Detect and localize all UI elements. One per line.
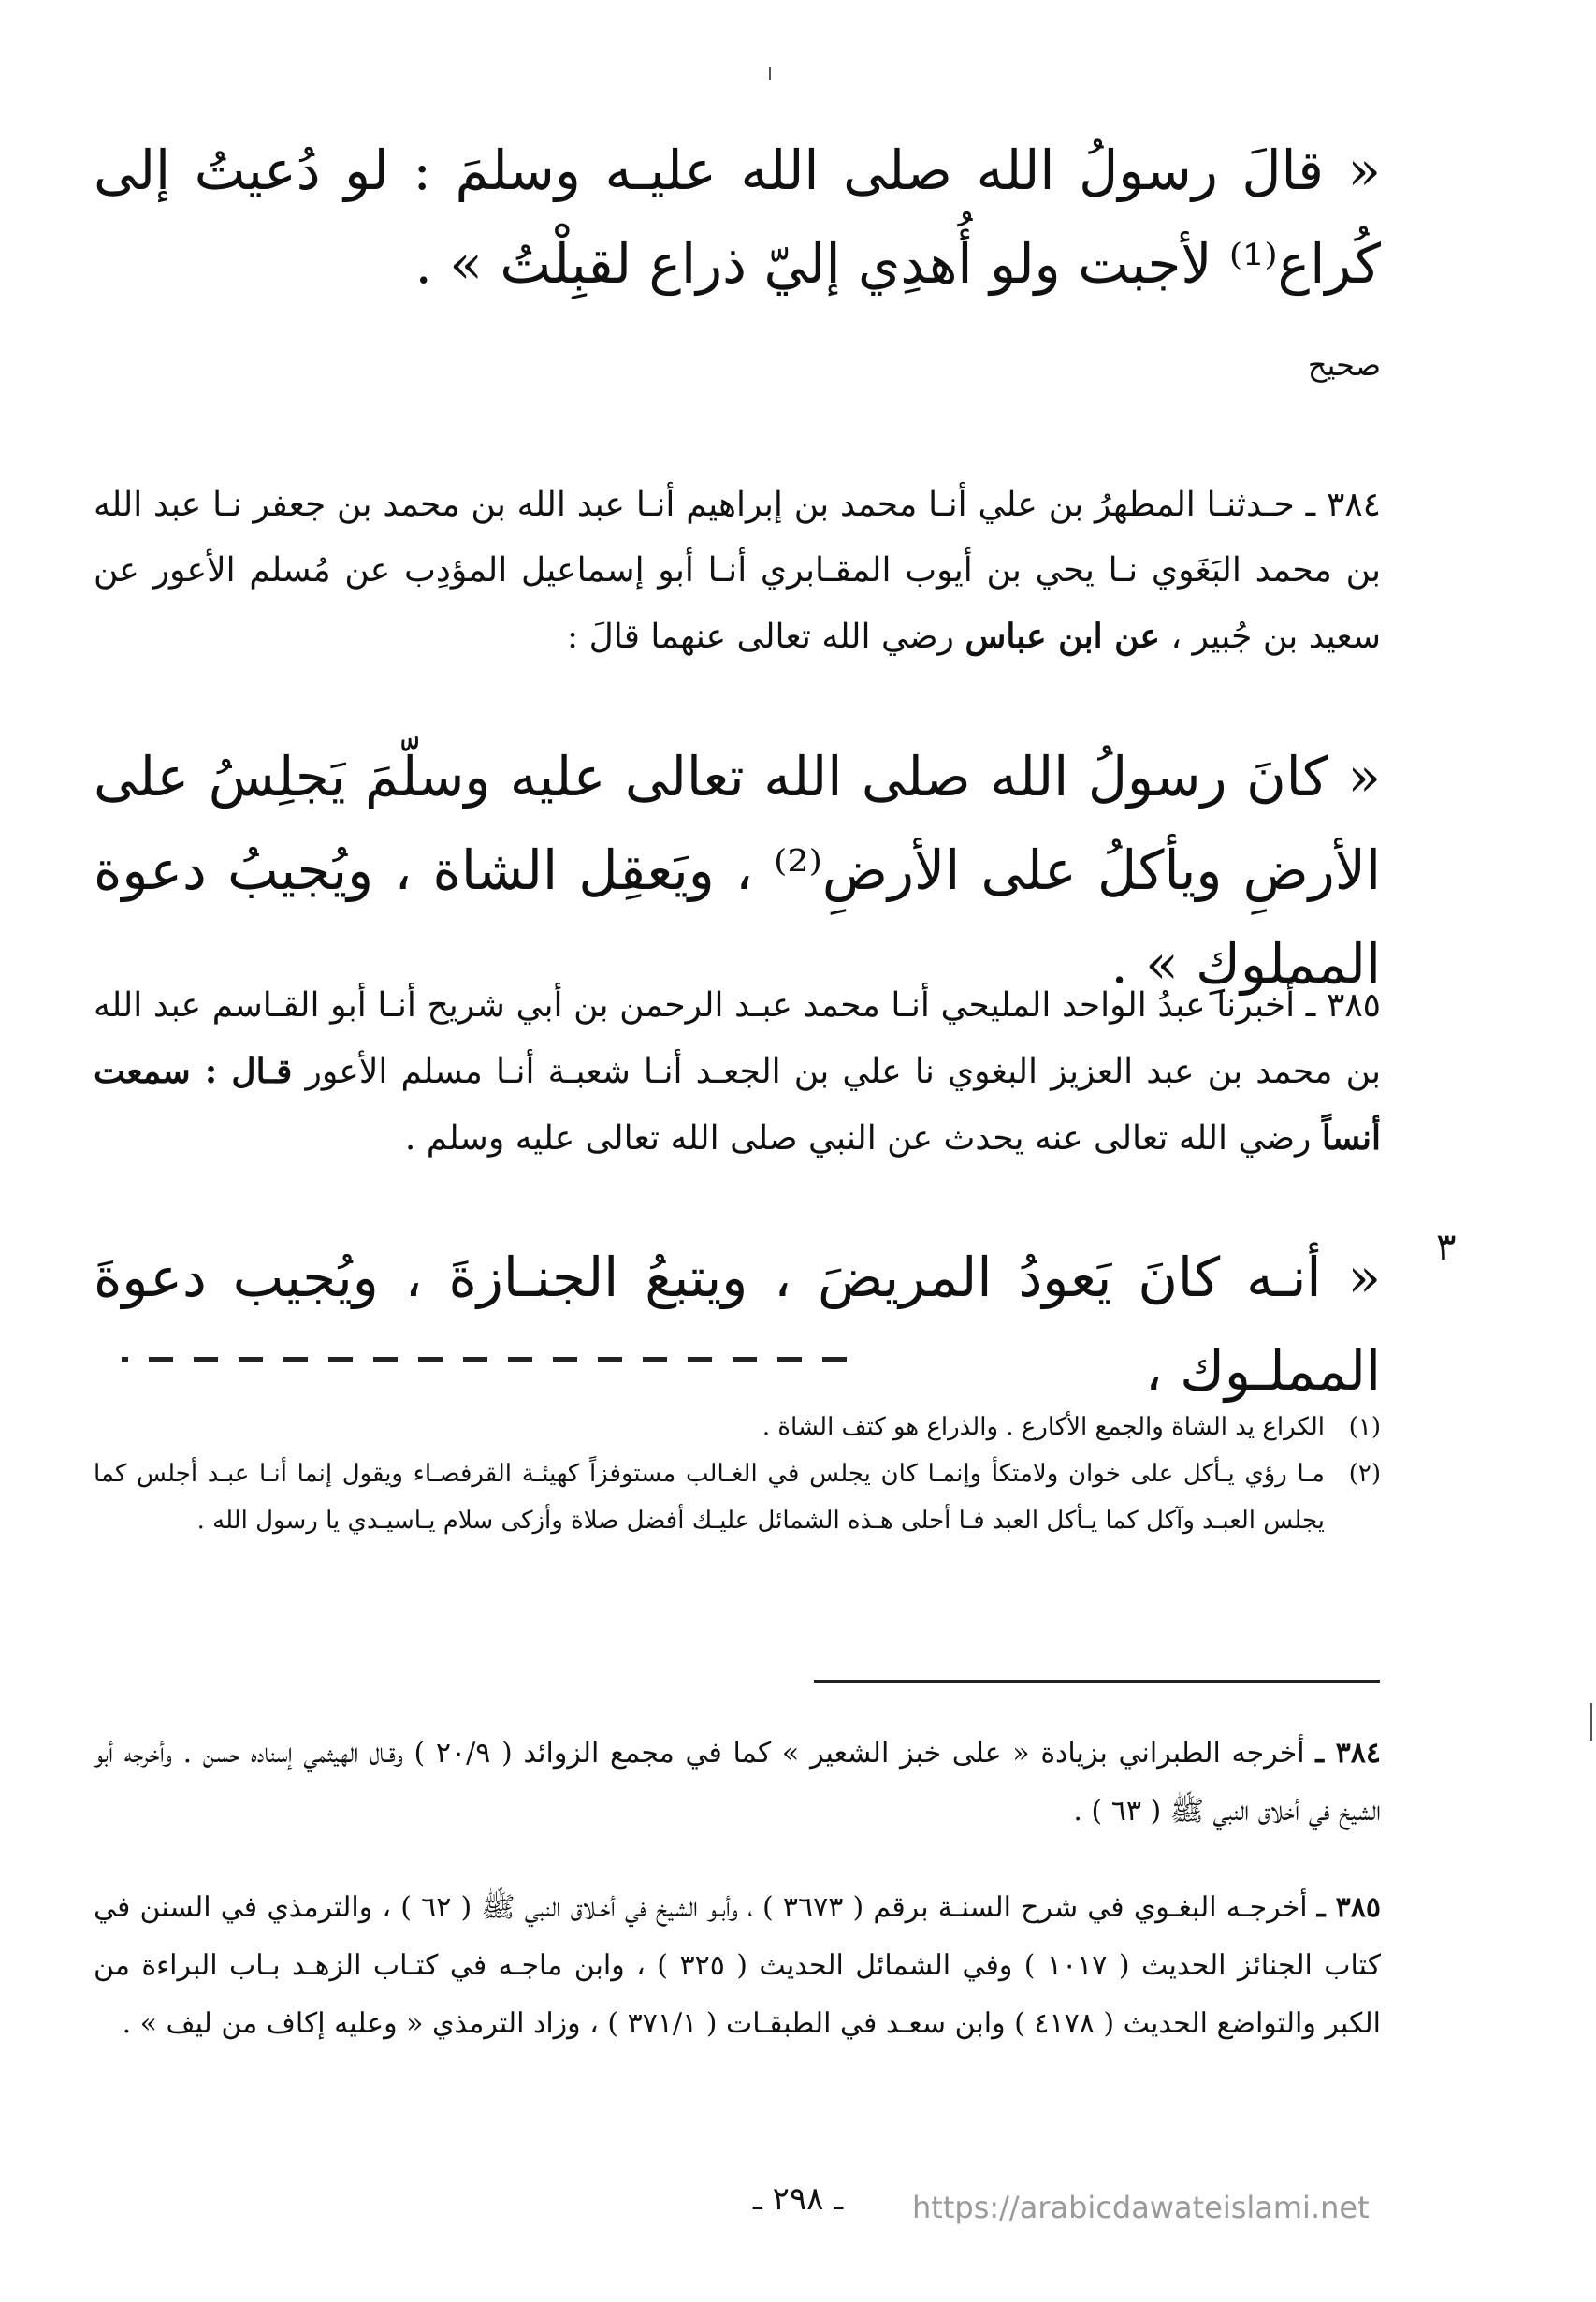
isnad-384-companion: عن ابن عباس [965, 617, 1161, 656]
hadith-383-grade [94, 346, 1381, 384]
margin-mark: ٣ [1436, 1226, 1457, 1269]
hadith-385-text [94, 1231, 1381, 1418]
footnote-text: مـا رؤي يـأكل على خوان ولامتكأ وإنمـا كان يجلس في الغـالب مستوفزاً كهيئـة القرفصـاء ويقول إنما أنـا عبـد أجلس كما يجلس العبـد وآكل كما يـأكل العبد فـا أحلى هـذه الشمائل عليـك أفضل صلاة وأزكى سلام يـاسيـدي يا رسول الله . [94, 1460, 1325, 1535]
footnote-rule [814, 1680, 1380, 1683]
isnad-385-chain: ٣٨٥ ـ أخبرنا عبدُ الواحد المليحي أنـا محمد عبـد الرحمن بن أبي شريح أنـا أبو القـاسم عبد الله بن محمد بن عبد العزيز البغوي نا علي بن الجعـد أنـا شعبـة أنـا مسلم الأعور [94, 986, 1381, 1091]
footnote-1 [94, 1404, 1381, 1450]
takhrij-text: أخرجـه البغـوي في شرح السنـة برقم ( ٣٦٧٣ ) ، وأبـو الشيخ في أخـلاق النبي ﷺ ( ٦٢ ) ، والترمذي في السنن في كتاب الجنائز الحديث ( ١٠١٧ ) وفي الشمائل الحديث ( ٣٢٥ ) ، وابن ماجـه في كتـاب الزهـد بـاب البراءة من الكبر والتواضع الحديث ( ٤١٧٨ ) وابن سعـد في الطبقـات ( ٣٧١/١ ) ، وزاد الترمذي « وعليه إكاف من ليف » . [94, 1891, 1381, 2040]
footnote-number: (١) [1348, 1413, 1381, 1441]
isnad-385-tail: رضي الله تعالى عنه يحدث عن النبي صلى الله تعالى عليه وسلم . [404, 1119, 1312, 1158]
isnad-385-companion: قـال : سمعت أنساً [94, 1052, 1381, 1158]
isnad-385 [94, 973, 1381, 1172]
takhrij-number: ٣٨٥ ـ [1316, 1891, 1381, 1924]
hadith-383-body: « قالَ رسولُ الله صلى الله عليـه وسلمَ : لو دُعيتُ إلى كُراع⁽¹⁾ لأجبت ولو أُهدِي إليّ ذراع لقبِلْتُ » . [94, 138, 1381, 296]
grade-label: صحيح [1307, 347, 1381, 383]
takhrij-number: ٣٨٤ ـ [1315, 1737, 1381, 1770]
isnad-384-chain: ٣٨٤ ـ حـدثنـا المطهرُ بن علي أنـا محمد بن إبراهيم أنـا عبد الله بن محمد بن جعفر نـا عبد الله بن محمد البَغَوي نـا يحي بن أيوب المقـابري أنـا أبو إسماعيل المؤدِب عن مُسلم الأعور عن سعيد بن جُبير ، [94, 486, 1381, 656]
footnote-number: (٢) [1348, 1460, 1381, 1488]
takhrij-384 [94, 1725, 1381, 1841]
hadith-384-body: « كانَ رسولُ الله صلى الله تعالى عليه وسلّمَ يَجلِسُ على الأرضِ ويأكلُ على الأرضِ⁽²⁾ ، ويَعقِل الشاة ، ويُجيبُ دعوة المملوكِ » . [94, 745, 1381, 996]
isnad-384 [94, 473, 1381, 670]
page-number: ـ ٢٩٨ ـ [752, 2180, 844, 2218]
hadith-383-text [94, 124, 1381, 311]
hadith-384-text [94, 730, 1381, 1011]
isnad-384-tail: رضي الله تعالى عنهما قالَ : [567, 618, 954, 656]
dashed-separator [122, 1357, 847, 1362]
watermark-url: https://arabicdawateislami.net [912, 2190, 1370, 2225]
hadith-385-body: « أنـه كانَ يَعودُ المريضَ ، ويتبعُ الجنـازةَ ، ويُجيب دعوةَ المملـوك ، [94, 1246, 1381, 1403]
scan-artifact [769, 67, 771, 80]
footnote-text: الكراع يد الشاة والجمع الأكارع . والذراع هو كتف الشاة . [762, 1413, 1325, 1441]
footnote-2 [94, 1450, 1381, 1544]
takhrij-385 [94, 1879, 1381, 2053]
takhrij-text: أخرجه الطبراني بزيادة « على خبز الشعير » كما في مجمع الزوائد ( ٢٠/٩ ) وقـال الهيثمي إسناده حسن . وأخرجه أبو الشيخ في أخلاق النبي ﷺ ( ٦٣ ) . [94, 1737, 1381, 1828]
footnotes [94, 1404, 1381, 1544]
scan-artifact [1590, 1703, 1592, 1741]
